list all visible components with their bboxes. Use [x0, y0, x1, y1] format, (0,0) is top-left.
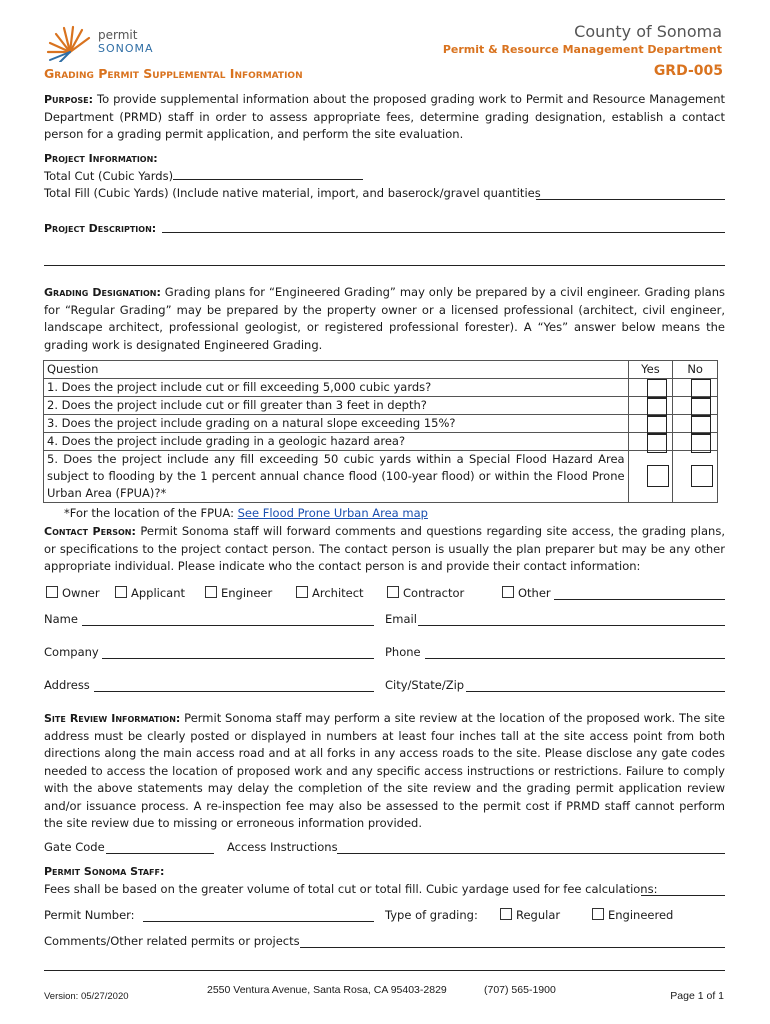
q3-no-checkbox[interactable] — [691, 415, 711, 435]
fpua-footnote — [64, 505, 428, 523]
county-title: County of Sonoma — [574, 22, 722, 41]
architect-checkbox[interactable] — [296, 586, 308, 598]
header-question: Question — [44, 361, 629, 379]
other-input[interactable] — [554, 599, 725, 600]
role-architect[interactable] — [296, 585, 364, 603]
contact-label: Contact Person: — [44, 525, 136, 538]
contractor-label: Contractor — [403, 586, 465, 600]
table-row — [44, 451, 718, 503]
form-title: Grading Permit Supplemental Information — [44, 66, 303, 81]
purpose-text: To provide supplemental information about the proposed grading work to Permit and Resource Management Department (PRMD) staff in order to assess appropriate fees, determine grading designation, establish a contact person for a grading permit application, and perform the site evaluation. — [44, 92, 726, 141]
question-4: 4. Does the project include grading in a geologic hazard area? — [44, 433, 629, 451]
engineered-label: Engineered — [608, 908, 674, 922]
regular-checkbox[interactable] — [500, 908, 512, 920]
applicant-label: Applicant — [131, 586, 186, 600]
type-of-grading-label: Type of grading: — [385, 908, 478, 922]
grading-designation-section — [44, 284, 725, 354]
purpose-section — [44, 91, 725, 144]
footer-page: Page 1 of 1 — [670, 990, 724, 1002]
contact-text: Permit Sonoma staff will forward comments and questions regarding site access, the grading plans, or specifications to the project contact person. The contact person is usually the plan preparer but may be any other appropriate individual. Please indicate who the contact person is and provide their contact information: — [44, 524, 725, 573]
logo-text-permit: permit — [98, 28, 138, 42]
q4-no-checkbox[interactable] — [691, 433, 711, 453]
applicant-checkbox[interactable] — [115, 586, 127, 598]
footer-version: Version: 05/27/2020 — [44, 991, 129, 1002]
phone-input[interactable] — [425, 658, 725, 659]
city-input[interactable] — [466, 691, 725, 692]
address-label: Address — [44, 678, 90, 692]
q2-yes-checkbox[interactable] — [647, 397, 667, 417]
email-label: Email — [385, 612, 417, 626]
table-header-row — [44, 361, 718, 379]
regular-label: Regular — [516, 908, 561, 922]
permit-number-input[interactable] — [143, 921, 374, 922]
footer-phone: (707) 565-1900 — [484, 984, 556, 996]
question-1: 1. Does the project include cut or fill exceeding 5,000 cubic yards? — [44, 379, 629, 397]
table-row — [44, 433, 718, 451]
header-yes: Yes — [628, 361, 673, 379]
company-label: Company — [44, 645, 99, 659]
project-description-input[interactable] — [162, 232, 725, 233]
city-label: City/State/Zip — [385, 678, 465, 692]
q1-yes-checkbox[interactable] — [647, 379, 667, 399]
company-input[interactable] — [102, 658, 374, 659]
total-fill-input[interactable] — [536, 199, 725, 200]
email-input[interactable] — [418, 625, 725, 626]
logo — [42, 22, 172, 62]
engineer-label: Engineer — [221, 586, 273, 600]
engineered-option[interactable] — [592, 907, 673, 925]
regular-option[interactable] — [500, 907, 560, 925]
q1-no-checkbox[interactable] — [691, 379, 711, 399]
contractor-checkbox[interactable] — [387, 586, 399, 598]
name-label: Name — [44, 612, 78, 626]
comments-input[interactable] — [300, 947, 725, 948]
role-contractor[interactable] — [387, 585, 464, 603]
q2-no-checkbox[interactable] — [691, 397, 711, 417]
header-no: No — [673, 361, 718, 379]
fees-text: Fees shall be based on the greater volume of total cut or total fill. Cubic yardage used for fee calculations: — [44, 882, 658, 896]
project-description-input-line2[interactable] — [44, 265, 725, 266]
form-code: GRD-005 — [653, 63, 723, 79]
access-instructions-input[interactable] — [337, 853, 725, 854]
fpua-footnote-text: *For the location of the FPUA: — [64, 506, 234, 520]
role-other[interactable] — [502, 585, 551, 603]
other-checkbox[interactable] — [502, 586, 514, 598]
name-input[interactable] — [82, 625, 374, 626]
table-row — [44, 415, 718, 433]
table-row — [44, 397, 718, 415]
question-5: 5. Does the project include any fill exceeding 50 cubic yards within a Special Flood Hazard Area subject to flooding by the 1 percent annual chance flood (100-year flood) or within the Flood Prone Urban Area (FPUA)?* — [44, 451, 629, 503]
q4-yes-checkbox[interactable] — [647, 433, 667, 453]
phone-label: Phone — [385, 645, 421, 659]
engineered-checkbox[interactable] — [592, 908, 604, 920]
owner-label: Owner — [62, 586, 100, 600]
role-engineer[interactable] — [205, 585, 272, 603]
total-fill-row — [44, 185, 541, 203]
staff-label: Permit Sonoma Staff: — [44, 865, 165, 878]
fees-input[interactable] — [641, 895, 725, 896]
q5-yes-checkbox[interactable] — [647, 465, 669, 487]
contact-section — [44, 523, 725, 576]
sunburst-logo-icon — [42, 22, 92, 62]
total-cut-input[interactable] — [173, 167, 363, 180]
gate-code-input[interactable] — [106, 853, 214, 854]
logo-text-sonoma: SONOMA — [98, 42, 154, 55]
q3-yes-checkbox[interactable] — [647, 415, 667, 435]
permit-number-label: Permit Number: — [44, 908, 135, 922]
question-3: 3. Does the project include grading on a natural slope exceeding 15%? — [44, 415, 629, 433]
site-review-text: Permit Sonoma staff may perform a site review at the location of the proposed work. The site address must be clearly posted or displayed in numbers at least four inches tall at the site access point from both directions along the main access road and at all forks in any access roads to the site. Please disclose any gate codes needed to access the location of proposed work and any specific access instructions or restrictions. Failure to comply with the above statements may delay the completion of the site review and the grading permit application review and/or issuance process. A re-inspection fee may also be assessed to the permit cost if PRMD staff cannot perform the site review due to missing or erroneous information provided. — [44, 711, 726, 830]
total-fill-label: Total Fill (Cubic Yards) (Include native material, import, and baserock/gravel quantities — [44, 186, 541, 200]
site-review-section — [44, 710, 725, 833]
footer-address: 2550 Ventura Avenue, Santa Rosa, CA 95403-2829 — [207, 984, 447, 996]
table-row — [44, 379, 718, 397]
q5-no-checkbox[interactable] — [691, 465, 713, 487]
question-2: 2. Does the project include cut or fill greater than 3 feet in depth? — [44, 397, 629, 415]
address-input[interactable] — [94, 691, 374, 692]
total-cut-label: Total Cut (Cubic Yards) — [44, 169, 174, 183]
project-description-label: Project Description: — [44, 222, 157, 235]
architect-label: Architect — [312, 586, 364, 600]
role-applicant[interactable] — [115, 585, 185, 603]
grading-designation-text: Grading plans for “Engineered Grading” may only be prepared by a civil engineer. Grading plans for “Regular Grading” may be prepared by the property owner or a licensed professional (architect, civil engineer, landscape architect, professional geologist, or registered professional forester). A “Yes” answer below means the grading work is designated Engineered Grading. — [44, 285, 725, 352]
grading-designation-label: Grading Designation: — [44, 286, 161, 299]
department-title: Permit & Resource Management Department — [442, 43, 722, 56]
fpua-map-link[interactable]: See Flood Prone Urban Area map — [237, 506, 428, 520]
purpose-label: Purpose: — [44, 93, 94, 106]
comments-input-line2[interactable] — [44, 970, 725, 971]
site-review-label: Site Review Information: — [44, 712, 181, 725]
questions-table — [43, 360, 718, 503]
comments-label: Comments/Other related permits or projects — [44, 934, 300, 948]
project-info-label: Project Information: — [44, 152, 158, 165]
total-cut-row — [44, 167, 363, 186]
access-instructions-label: Access Instructions — [227, 840, 338, 854]
other-label: Other — [518, 586, 551, 600]
gate-code-label: Gate Code — [44, 840, 105, 854]
owner-checkbox[interactable] — [46, 586, 58, 598]
engineer-checkbox[interactable] — [205, 586, 217, 598]
role-owner[interactable] — [46, 585, 100, 603]
